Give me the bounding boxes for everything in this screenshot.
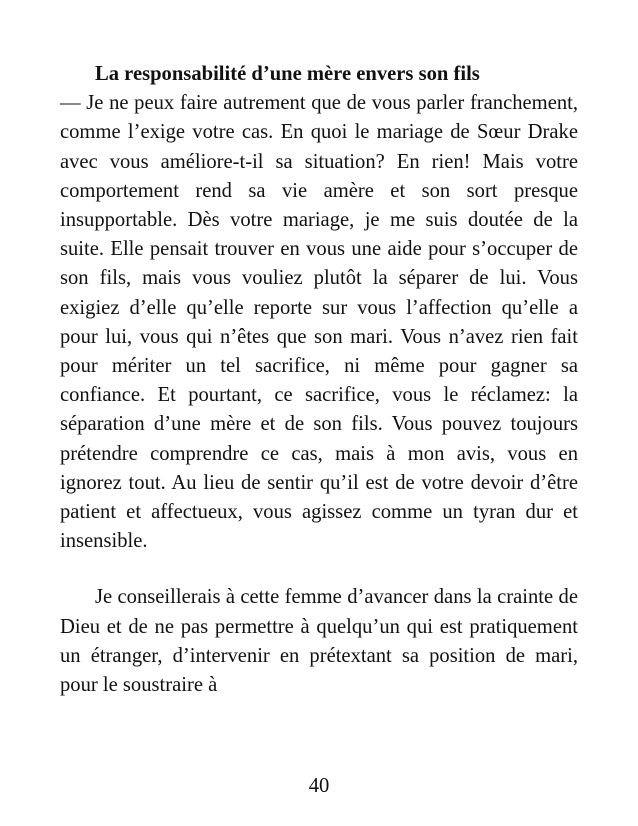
page-body [60,60,578,700]
paragraph-2: Je conseillerais à cette femme d’avancer dans la crainte de Dieu et de ne pas permettre à quelqu’un qui est pratiquement un étranger, d’intervenir en prétextant sa position de mari, pour le soustraire à [60,586,578,697]
page-number: 40 [308,775,330,797]
section-heading: La responsabilité d’une mère envers son fils [95,63,480,85]
paragraph-gap [60,556,578,583]
paragraph-1: — Je ne peux faire autrement que de vous parler franchement, comme l’exige votre cas. En quoi le mariage de Sœur Drake avec vous améliore-t-il sa situation? En rien! Mais votre comportement rend sa vie amère et son sort presque insupportable. Dès votre mariage, je me suis doutée de la suite. Elle pensait trouver en vous une aide pour s’occuper de son fils, mais vous vouliez plutôt la séparer de lui. Vous exigiez d’elle qu’elle reporte sur vous l’affection qu’elle a pour lui, vous qui n’êtes que son mari. Vous n’avez rien fait pour mériter un tel sacrifice, ni même pour gagner sa confiance. Et pourtant, ce sacrifice, vous le réclamez: la séparation d’une mère et de son fils. Vous pouvez toujours prétendre comprendre ce cas, mais à mon avis, vous en ignorez tout. Au lieu de sentir qu’il est de votre devoir d’être patient et affectueux, vous agissez comme un tyran dur et insensible. [60,92,578,553]
